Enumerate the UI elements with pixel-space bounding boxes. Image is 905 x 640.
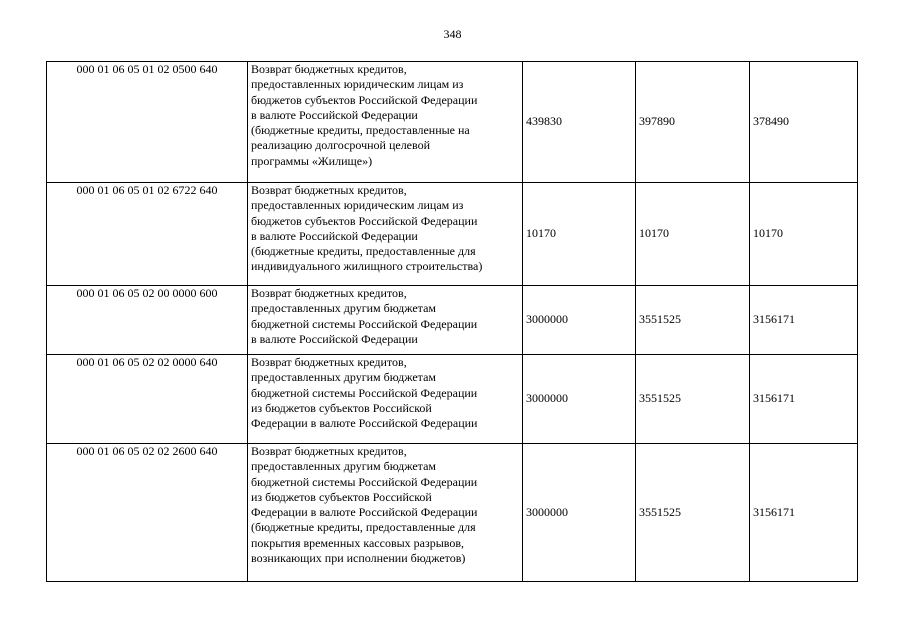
description-cell: Возврат бюджетных кредитов, предоставленных другим бюджетам бюджетной системы Российской Федерации в валюте Российской Федерации xyxy=(248,286,523,355)
value-year-2-cell: 10170 xyxy=(636,183,750,286)
budget-table xyxy=(46,61,858,582)
budget-code-cell: 000 01 06 05 01 02 6722 640 xyxy=(47,183,248,286)
budget-code-cell: 000 01 06 05 02 02 0000 640 xyxy=(47,355,248,444)
table-row xyxy=(47,355,858,444)
value-year-2-cell: 3551525 xyxy=(636,286,750,355)
value-year-1-cell: 10170 xyxy=(523,183,636,286)
value-year-3-cell: 3156171 xyxy=(750,444,858,582)
value-year-3-cell: 378490 xyxy=(750,62,858,183)
value-year-1-cell: 3000000 xyxy=(523,355,636,444)
budget-code-cell: 000 01 06 05 02 02 2600 640 xyxy=(47,444,248,582)
table-row xyxy=(47,444,858,582)
table-row xyxy=(47,183,858,286)
value-year-3-cell: 10170 xyxy=(750,183,858,286)
value-year-2-cell: 3551525 xyxy=(636,355,750,444)
description-cell: Возврат бюджетных кредитов, предоставленных юридическим лицам из бюджетов субъектов Российской Федерации в валюте Российской Федерации (бюджетные кредиты, предоставленные для индивидуального жилищного строительства) xyxy=(248,183,523,286)
budget-code-cell: 000 01 06 05 01 02 0500 640 xyxy=(47,62,248,183)
table-row xyxy=(47,286,858,355)
value-year-2-cell: 397890 xyxy=(636,62,750,183)
table-row xyxy=(47,62,858,183)
description-cell: Возврат бюджетных кредитов, предоставленных другим бюджетам бюджетной системы Российской Федерации из бюджетов субъектов Российской Федерации в валюте Российской Федерации (бюджетные кредиты, предоставленные для покрытия временных кассовых разрывов, возникающих при исполнении бюджетов) xyxy=(248,444,523,582)
value-year-1-cell: 3000000 xyxy=(523,286,636,355)
value-year-1-cell: 439830 xyxy=(523,62,636,183)
value-year-3-cell: 3156171 xyxy=(750,286,858,355)
budget-code-cell: 000 01 06 05 02 00 0000 600 xyxy=(47,286,248,355)
value-year-1-cell: 3000000 xyxy=(523,444,636,582)
page-number: 348 xyxy=(443,27,462,41)
value-year-2-cell: 3551525 xyxy=(636,444,750,582)
description-cell: Возврат бюджетных кредитов, предоставленных юридическим лицам из бюджетов субъектов Российской Федерации в валюте Российской Федерации (бюджетные кредиты, предоставленные на реализацию долгосрочной целевой программы «Жилище») xyxy=(248,62,523,183)
value-year-3-cell: 3156171 xyxy=(750,355,858,444)
description-cell: Возврат бюджетных кредитов, предоставленных другим бюджетам бюджетной системы Российской Федерации из бюджетов субъектов Российской Федерации в валюте Российской Федерации xyxy=(248,355,523,444)
